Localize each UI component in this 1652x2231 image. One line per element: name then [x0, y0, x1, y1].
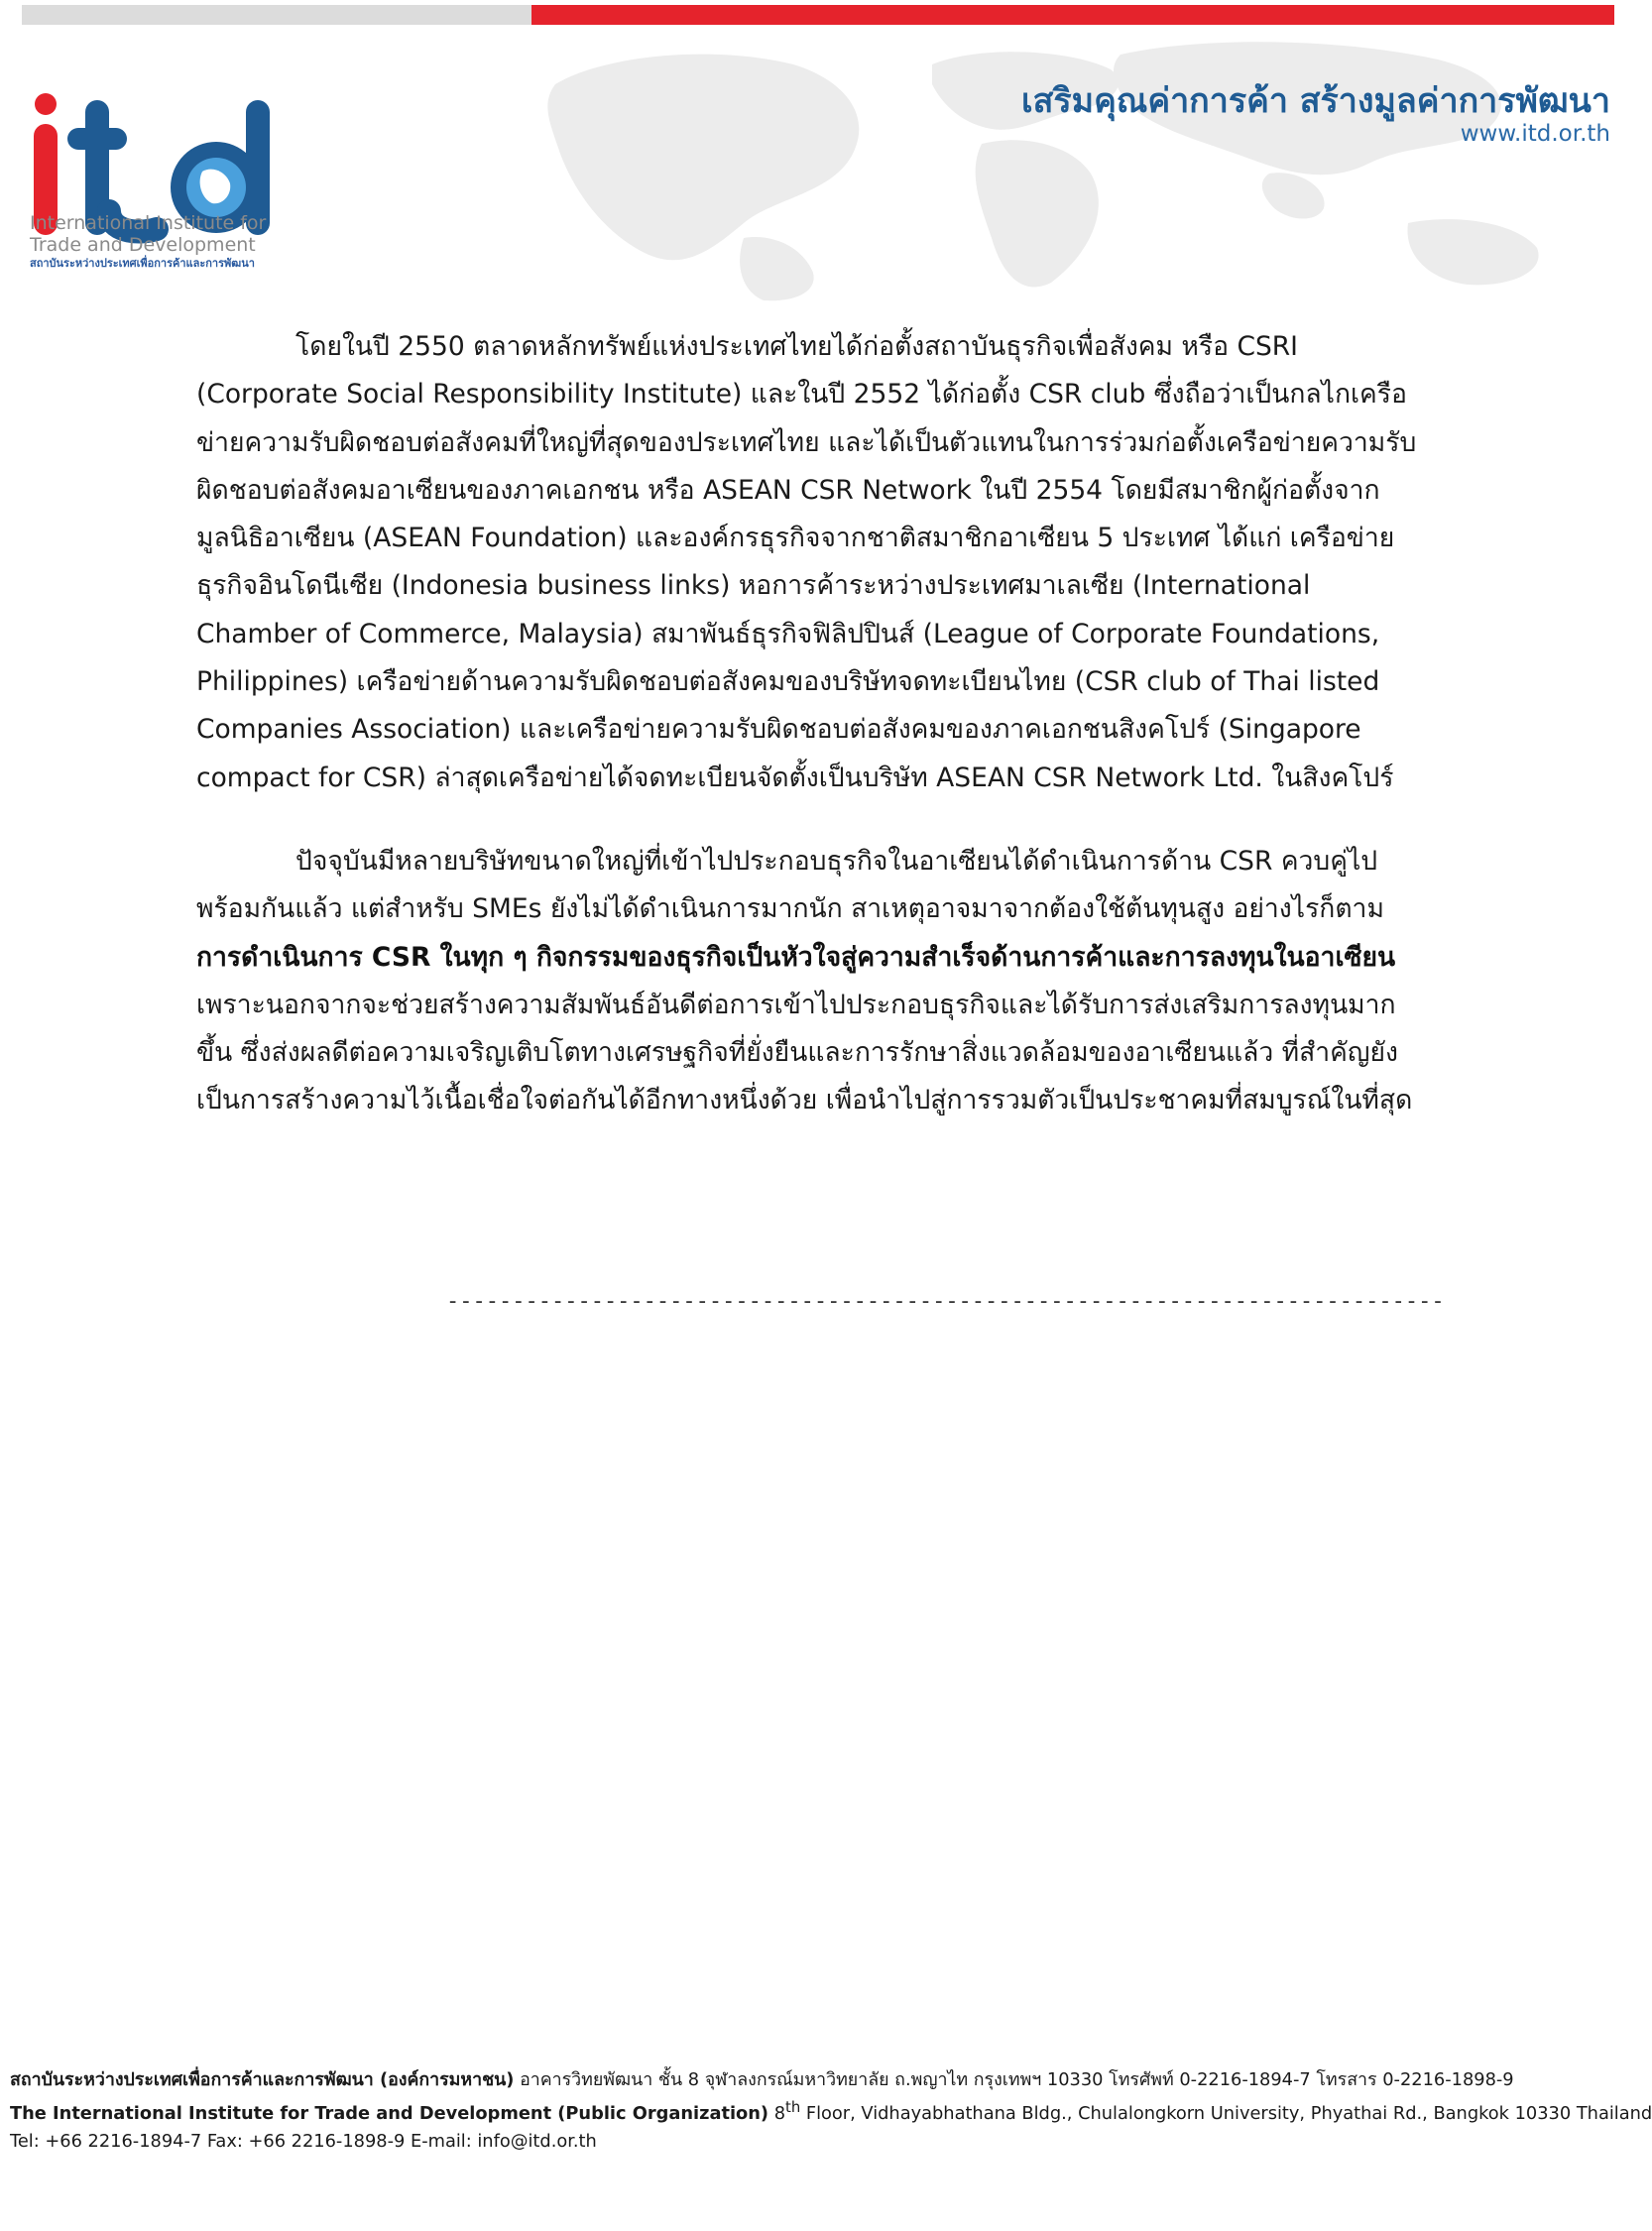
footer-thai-org: สถาบันระหว่างประเทศเพื่อการค้าและการพัฒนา (องค์การมหาชน): [10, 2069, 515, 2090]
footer-contact: Tel: +66 2216-1894-7 Fax: +66 2216-1898-9 E-mail: info@itd.or.th: [10, 2130, 597, 2152]
document-body: [196, 323, 1430, 1161]
footer-english-address: [10, 2094, 1652, 2128]
footer-thai-address: [10, 2066, 1626, 2094]
paragraph-2-bold: การดำเนินการ CSR ในทุก ๆ กิจกรรมของธุรกิจเป็นหัวใจสู่ความสำเร็จด้านการค้าและการลงทุนในอาเซียน: [196, 941, 1396, 973]
paragraph-1: โดยในปี 2550 ตลาดหลักทรัพย์แห่งประเทศไทยได้ก่อตั้งสถาบันธุรกิจเพื่อสังคม หรือ CSRI (Corporate Social Responsibility Institute) และในปี 2552 ได้ก่อตั้ง CSR club ซึ่งถือว่าเป็นกลไกเครือข่ายความรับผิดชอบต่อสังคมที่ใหญ่ที่สุดของประเทศไทย และได้เป็นตัวแทนในการร่วมก่อตั้งเครือข่ายความรับผิดชอบต่อสังคมอาเซียนของภาคเอกชน หรือ ASEAN CSR Network ในปี 2554 โดยมีสมาชิกผู้ก่อตั้งจากมูลนิธิอาเซียน (ASEAN Foundation) และองค์กรธุรกิจจากชาติสมาชิกอาเซียน 5 ประเทศ ได้แก่ เครือข่ายธุรกิจอินโดนีเซีย (Indonesia business links) หอการค้าระหว่างประเทศมาเลเซีย (International Chamber of Commerce, Malaysia) สมาพันธ์ธุรกิจฟิลิปปินส์ (League of Corporate Foundations, Philippines) เครือข่ายด้านความรับผิดชอบต่อสังคมของบริษัทจดทะเบียนไทย (CSR club of Thai listed Companies Association) และเครือข่ายความรับผิดชอบต่อสังคมของภาคเอกชนสิงคโปร์ (Singapore compact for CSR) ล่าสุดเครือข่ายได้จดทะเบียนจัดตั้งเป็นบริษัท ASEAN CSR Network Ltd. ในสิงคโปร์: [196, 331, 1417, 793]
dashed-separator: ----------------------------------------------------------------------------: [446, 1289, 1445, 1314]
header-red-bar: [531, 5, 1614, 25]
logo-caption-line2: Trade and Development: [30, 234, 256, 256]
world-map-watermark: [516, 25, 1626, 302]
footer-english-details: Floor, Vidhayabhathana Bldg., Chulalongkorn University, Phyathai Rd., Bangkok 10330 Thailand: [800, 2102, 1652, 2124]
footer-english-org: The International Institute for Trade and Development (Public Organization): [10, 2102, 769, 2124]
logo-caption-thai: สถาบันระหว่างประเทศเพื่อการค้าและการพัฒนา: [30, 257, 255, 270]
footer-floor-suffix: th: [785, 2099, 801, 2116]
paragraph-2: [196, 838, 1430, 1125]
header-website-url: www.itd.or.th: [1460, 121, 1610, 147]
header-gray-bar: [22, 5, 531, 25]
header-slogan: เสริมคุณค่าการค้า สร้างมูลค่าการพัฒนา: [1021, 81, 1610, 121]
logo-caption: [30, 212, 297, 272]
paragraph-2-end: เพราะนอกจากจะช่วยสร้างความสัมพันธ์อันดีต่อการเข้าไปประกอบธุรกิจและได้รับการส่งเสริมการลงทุนมากขึ้น ซึ่งส่งผลดีต่อความเจริญเติบโตทางเศรษฐกิจที่ยั่งยืนและการรักษาสิ่งแวดล้อมของอาเซียนแล้ว ที่สำคัญยังเป็นการสร้างความไว้เนื้อเชื่อใจต่อกันได้อีกทางหนึ่งด้วย เพื่อนำไปสู่การรวมตัวเป็นประชาคมที่สมบูรณ์ในที่สุด: [196, 989, 1413, 1116]
paragraph-2-start: ปัจจุบันมีหลายบริษัทขนาดใหญ่ที่เข้าไปประกอบธุรกิจในอาเซียนได้ดำเนินการด้าน CSR ควบคู่ไปพร้อมกันแล้ว แต่สำหรับ SMEs ยังไม่ได้ดำเนินการมากนัก สาเหตุอาจมาจากต้องใช้ต้นทุนสูง อย่างไรก็ตาม: [196, 845, 1384, 925]
footer-floor-number: 8: [768, 2102, 786, 2124]
logo-caption-line1: International Institute for: [30, 212, 267, 234]
footer-thai-details: อาคารวิทยพัฒนา ชั้น 8 จุฬาลงกรณ์มหาวิทยาลัย ถ.พญาไท กรุงเทพฯ 10330 โทรศัพท์ 0-2216-1894-7 โทรสาร 0-2216-1898-9: [514, 2069, 1514, 2090]
footer: [10, 2066, 1652, 2156]
